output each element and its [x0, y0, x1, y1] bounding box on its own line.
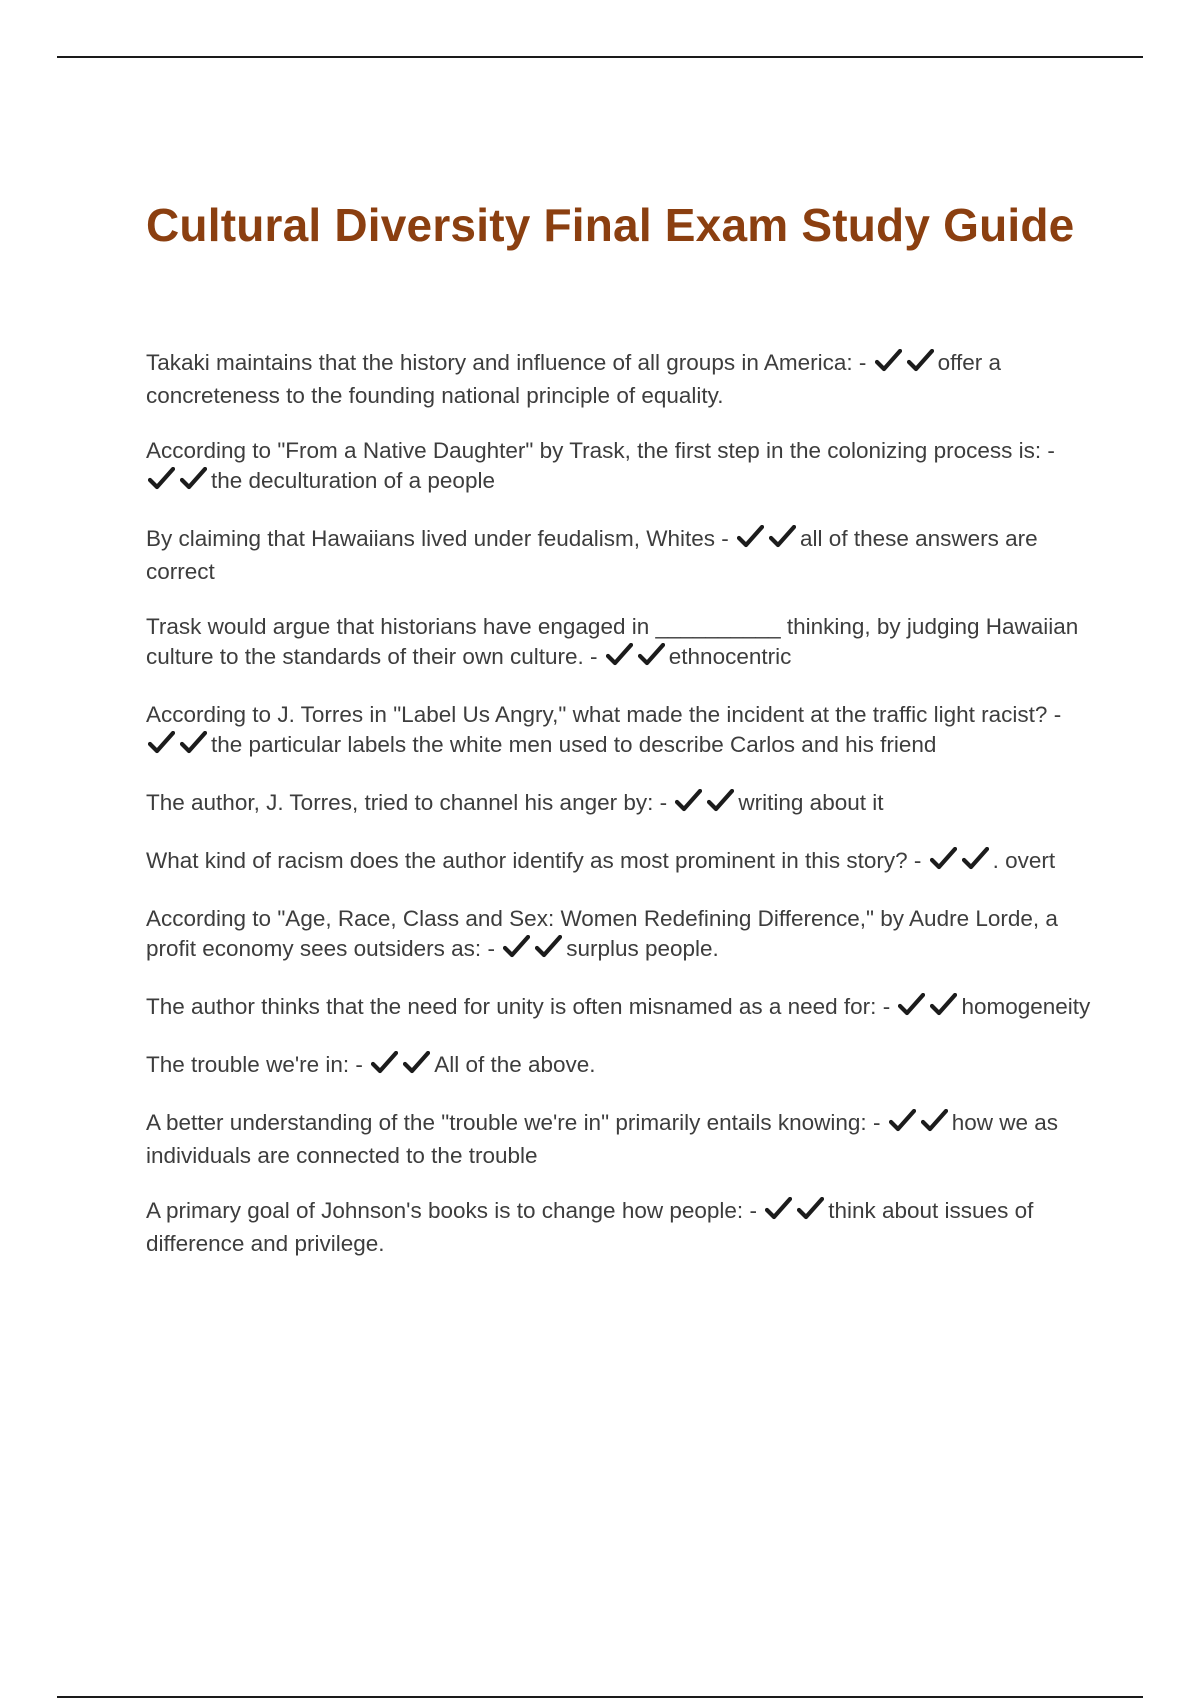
- checkmark-icon: [503, 935, 530, 959]
- checkmark-icon: [930, 847, 957, 871]
- question-text: The trouble we're in:: [146, 1052, 350, 1077]
- qa-item: [146, 1196, 1091, 1259]
- double-checkmark-icon: [930, 847, 991, 879]
- qa-item: [146, 700, 1091, 763]
- checkmark-icon: [898, 993, 925, 1017]
- double-checkmark-icon: [889, 1109, 950, 1141]
- separator: -: [355, 1052, 363, 1077]
- separator: -: [858, 350, 867, 375]
- checkmark-icon: [907, 349, 934, 373]
- answer-text: ethnocentric: [668, 644, 792, 669]
- separator: -: [749, 1198, 757, 1223]
- separator: -: [1047, 438, 1055, 463]
- separator: -: [590, 644, 598, 669]
- separator: -: [913, 848, 922, 873]
- qa-item: [146, 524, 1091, 587]
- checkmark-icon: [921, 1109, 948, 1133]
- separator: -: [487, 936, 495, 961]
- double-checkmark-icon: [606, 643, 667, 675]
- separator: -: [1053, 702, 1062, 727]
- page-title: Cultural Diversity Final Exam Study Guide: [146, 199, 1075, 251]
- double-checkmark-icon: [898, 993, 959, 1025]
- qa-item: [146, 1050, 1091, 1083]
- question-text: A better understanding of the "trouble we're in" primarily entails knowing:: [146, 1110, 867, 1135]
- checkmark-icon: [930, 993, 957, 1017]
- double-checkmark-icon: [148, 731, 209, 763]
- question-text: The author thinks that the need for unity is often misnamed as a need for:: [146, 994, 877, 1019]
- qa-item: [146, 1108, 1091, 1171]
- answer-text: think about issues of difference and privilege.: [146, 1198, 1034, 1256]
- qa-item: [146, 436, 1091, 499]
- double-checkmark-icon: [148, 467, 209, 499]
- separator: -: [882, 994, 891, 1019]
- checkmark-icon: [875, 349, 902, 373]
- separator: -: [721, 526, 729, 551]
- answer-text: writing about it: [738, 790, 884, 815]
- top-rule: [57, 56, 1143, 58]
- answer-text: . overt: [992, 848, 1056, 873]
- question-text: A primary goal of Johnson's books is to change how people:: [146, 1198, 744, 1223]
- checkmark-icon: [403, 1051, 430, 1075]
- separator: -: [872, 1110, 881, 1135]
- question-text: By claiming that Hawaiians lived under feudalism, Whites: [146, 526, 716, 551]
- qa-item: [146, 846, 1091, 879]
- double-checkmark-icon: [503, 935, 564, 967]
- checkmark-icon: [765, 1197, 792, 1221]
- answer-text: how we as individuals are connected to the trouble: [146, 1110, 1059, 1168]
- qa-item: [146, 992, 1091, 1025]
- double-checkmark-icon: [765, 1197, 826, 1229]
- checkmark-icon: [606, 643, 633, 667]
- document-body: [146, 198, 1091, 1284]
- answer-text: surplus people.: [566, 936, 719, 961]
- answer-text: all of these answers are correct: [146, 526, 1038, 584]
- question-text: According to J. Torres in "Label Us Angry," what made the incident at the traffic light racist?: [146, 702, 1048, 727]
- checkmark-icon: [371, 1051, 398, 1075]
- checkmark-icon: [707, 789, 734, 813]
- question-text: According to "Age, Race, Class and Sex: Women Redefining Difference," by Audre Lorde, a profit economy sees outsiders as:: [146, 906, 1058, 961]
- qa-item: [146, 788, 1091, 821]
- question-text: Takaki maintains that the history and influence of all groups in America:: [146, 350, 853, 375]
- answer-text: homogeneity: [961, 994, 1091, 1019]
- checkmark-icon: [737, 525, 764, 549]
- answer-text: offer a concreteness to the founding national principle of equality.: [146, 350, 1002, 408]
- double-checkmark-icon: [737, 525, 798, 557]
- answer-text: All of the above.: [434, 1052, 596, 1077]
- checkmark-icon: [180, 731, 207, 755]
- checkmark-icon: [889, 1109, 916, 1133]
- checkmark-icon: [638, 643, 665, 667]
- checkmark-icon: [962, 847, 989, 871]
- checkmark-icon: [797, 1197, 824, 1221]
- qa-item: [146, 348, 1091, 411]
- qa-item: [146, 612, 1091, 675]
- bottom-rule: [57, 1696, 1143, 1698]
- qa-list: [146, 348, 1091, 1259]
- double-checkmark-icon: [371, 1051, 432, 1083]
- question-text: What kind of racism does the author identify as most prominent in this story?: [146, 848, 908, 873]
- question-text: Trask would argue that historians have engaged in __________ thinking, by judging Hawaiian culture to the standards of their own culture.: [146, 614, 1079, 669]
- checkmark-icon: [148, 731, 175, 755]
- checkmark-icon: [675, 789, 702, 813]
- double-checkmark-icon: [675, 789, 736, 821]
- question-text: The author, J. Torres, tried to channel his anger by:: [146, 790, 654, 815]
- separator: -: [659, 790, 668, 815]
- checkmark-icon: [180, 467, 207, 491]
- question-text: According to "From a Native Daughter" by Trask, the first step in the colonizing process is:: [146, 438, 1042, 463]
- checkmark-icon: [535, 935, 562, 959]
- answer-text: the particular labels the white men used to describe Carlos and his friend: [211, 732, 937, 757]
- answer-text: the deculturation of a people: [211, 468, 495, 493]
- qa-item: [146, 904, 1091, 967]
- double-checkmark-icon: [875, 349, 936, 381]
- checkmark-icon: [148, 467, 175, 491]
- checkmark-icon: [769, 525, 796, 549]
